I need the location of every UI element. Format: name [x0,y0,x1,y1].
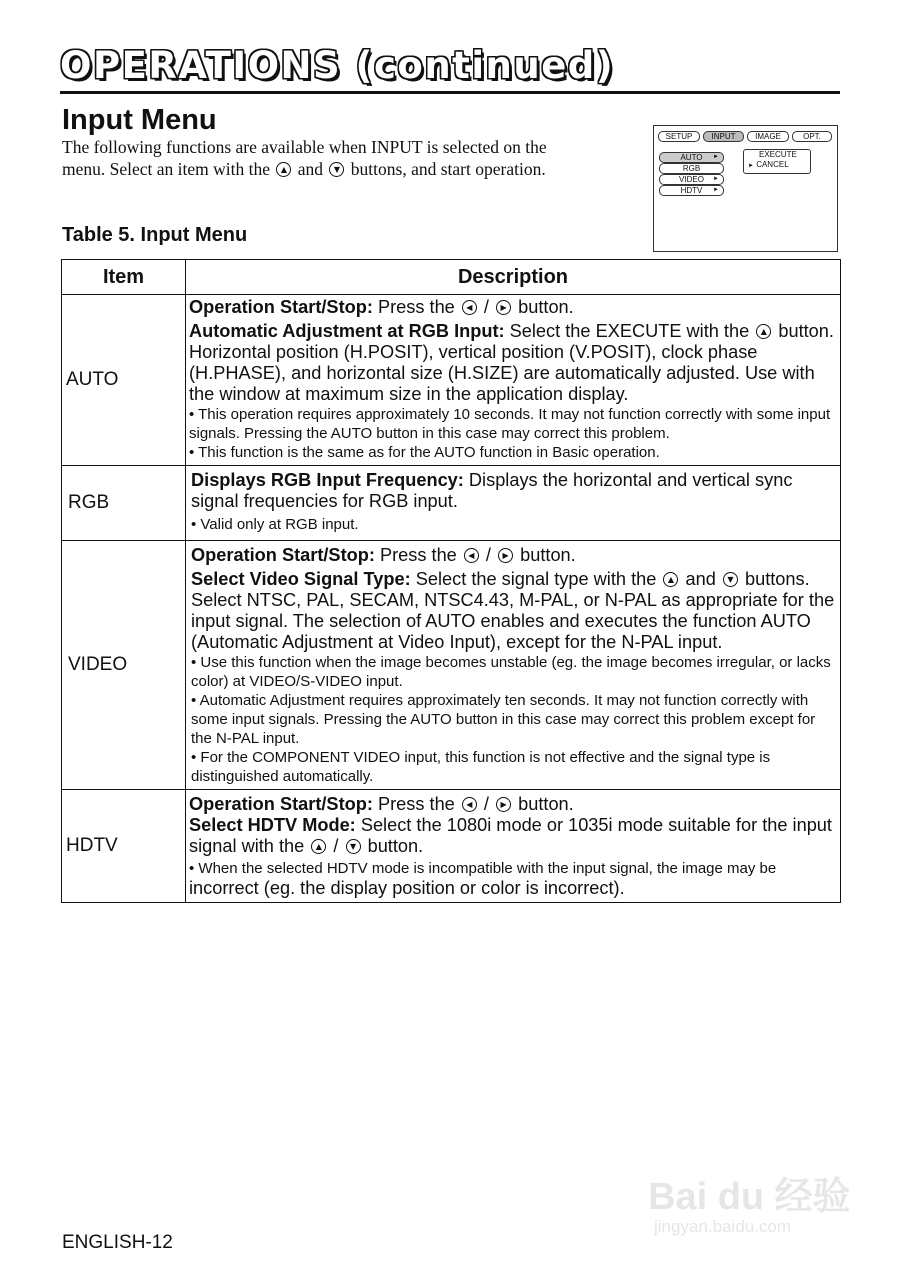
desc-text: / [483,297,489,317]
down-button-icon: ▼ [329,162,344,177]
desc-text: button. [518,794,574,814]
left-button-icon: ◀ [462,300,477,315]
intro-line-1: The following functions are available when INPUT is selected on the [62,137,547,157]
desc-text: Select the signal type with the [415,569,657,589]
desc-label: Operation Start/Stop: [189,794,373,814]
header-rule [60,91,840,94]
right-button-icon: ▶ [496,300,511,315]
menu-tab-image: IMAGE [747,131,789,142]
desc-note: • When the selected HDTV mode is incompatible with the input signal, the image may be [189,860,777,877]
right-arrow-icon: ► [713,154,719,160]
menu-submenu [743,149,811,174]
row-description [186,466,841,541]
desc-text: Press the [379,545,457,565]
right-arrow-icon: ► [713,187,719,193]
intro-line-2b: and [297,159,324,179]
menu-item-video-label: VIDEO [679,175,704,184]
menu-item-video [659,174,724,185]
input-menu-table [61,259,841,903]
desc-text: Press the [377,297,455,317]
column-header-description: Description [186,260,841,295]
intro-line-2c: buttons, and start operation. [350,159,546,179]
desc-note: • Automatic Adjustment requires approximately ten seconds. It may not function correctly with some input signals. Pressing the AUTO button in this case may correct this problem except for the N-PAL input. [191,692,816,747]
watermark-url: jingyan.baidu.com [654,1217,792,1236]
desc-text: / [485,545,491,565]
desc-label: Displays RGB Input Frequency: [191,470,464,490]
table-row [62,295,841,466]
desc-note: • For the COMPONENT VIDEO input, this function is not effective and the signal type is distinguished automatically. [191,749,771,785]
desc-note: • Use this function when the image becomes unstable (eg. the image becomes irregular, or lacks color) at VIDEO/S-VIDEO input. [191,654,831,690]
up-button-icon: ▲ [663,572,678,587]
menu-item-hdtv-label: HDTV [680,186,703,195]
up-button-icon: ▲ [756,324,771,339]
page-header-title: OPERATIONS (continued) [60,44,615,87]
row-item-label: VIDEO [62,541,186,790]
table-caption: Table 5. Input Menu [62,224,248,246]
desc-text: button. [520,545,576,565]
right-button-icon: ▶ [498,548,513,563]
down-button-icon: ▼ [346,839,361,854]
desc-text: Press the [377,794,455,814]
desc-label: Operation Start/Stop: [189,297,373,317]
up-button-icon: ▲ [311,839,326,854]
watermark [640,1135,870,1250]
desc-label: Automatic Adjustment at RGB Input: [189,321,505,341]
pointer-arrow-icon: ► [748,163,754,169]
desc-label: Operation Start/Stop: [191,545,375,565]
menu-tab-opt: OPT. [792,131,832,142]
row-description [186,295,841,466]
row-item-label: RGB [62,466,186,541]
submenu-cancel [744,160,810,171]
table-header-row [62,260,841,295]
menu-item-auto-label: AUTO [680,153,703,162]
table-row [62,790,841,903]
intro-text [62,136,622,180]
desc-note: • Valid only at RGB input. [191,516,359,533]
section-title: Input Menu [62,104,217,136]
up-button-icon: ▲ [276,162,291,177]
watermark-brand: Bai du 经验 [648,1176,851,1218]
desc-text: button. [367,836,424,856]
menu-tab-setup: SETUP [658,131,700,142]
desc-note-cont: incorrect (eg. the display position or color is incorrect). [189,878,625,898]
table-row [62,541,841,790]
desc-text: Select the 1080i mode or 1035i mode suitable for the input signal with the [189,815,832,856]
table-row [62,466,841,541]
row-item-label: HDTV [62,790,186,903]
desc-note: • This function is the same as for the AUTO function in Basic operation. [189,444,660,461]
left-button-icon: ◀ [464,548,479,563]
submenu-cancel-label: CANCEL [756,160,789,169]
column-header-item: Item [62,260,186,295]
menu-item-rgb-label: RGB [682,164,701,173]
input-menu-preview [653,125,838,252]
desc-text: button. [518,297,574,317]
right-button-icon: ▶ [496,797,511,812]
left-button-icon: ◀ [462,797,477,812]
desc-label: Select HDTV Mode: [189,815,356,835]
desc-note: • This operation requires approximately 10 seconds. It may not function correctly with some input signals. Pressing the AUTO button in this case may correct this problem. [189,406,831,442]
menu-item-auto [659,152,724,163]
intro-line-2a: menu. Select an item with the [62,159,271,179]
page-number: ENGLISH-12 [62,1232,173,1253]
row-description [186,541,841,790]
desc-text: / [333,836,339,856]
right-arrow-icon: ► [713,176,719,182]
down-button-icon: ▼ [723,572,738,587]
desc-text: Select the EXECUTE with the [509,321,750,341]
desc-text: button. Horizontal position (H.POSIT), vertical position (V.POSIT), clock phase (H.PHASE), and horizontal size (H.SIZE) are automatically adjusted. Use with the window at maximum size in the application display. [189,321,834,404]
row-item-label: AUTO [62,295,186,466]
desc-text: and [685,569,716,589]
desc-label: Select Video Signal Type: [191,569,411,589]
desc-text: / [483,794,489,814]
desc-text: buttons. Select NTSC, PAL, SECAM, NTSC4.43, M-PAL, or N-PAL as appropriate for the input signal. The selection of AUTO enables and executes the function AUTO (Automatic Adjustment at Video Input), except for the N-PAL input. [191,569,835,652]
row-description [186,790,841,903]
menu-item-hdtv [659,185,724,196]
desc-text: Displays the horizontal and vertical sync signal frequencies for RGB input. [191,470,793,511]
menu-item-rgb [659,163,724,174]
menu-tab-input: INPUT [703,131,744,142]
submenu-execute: EXECUTE [759,150,797,159]
